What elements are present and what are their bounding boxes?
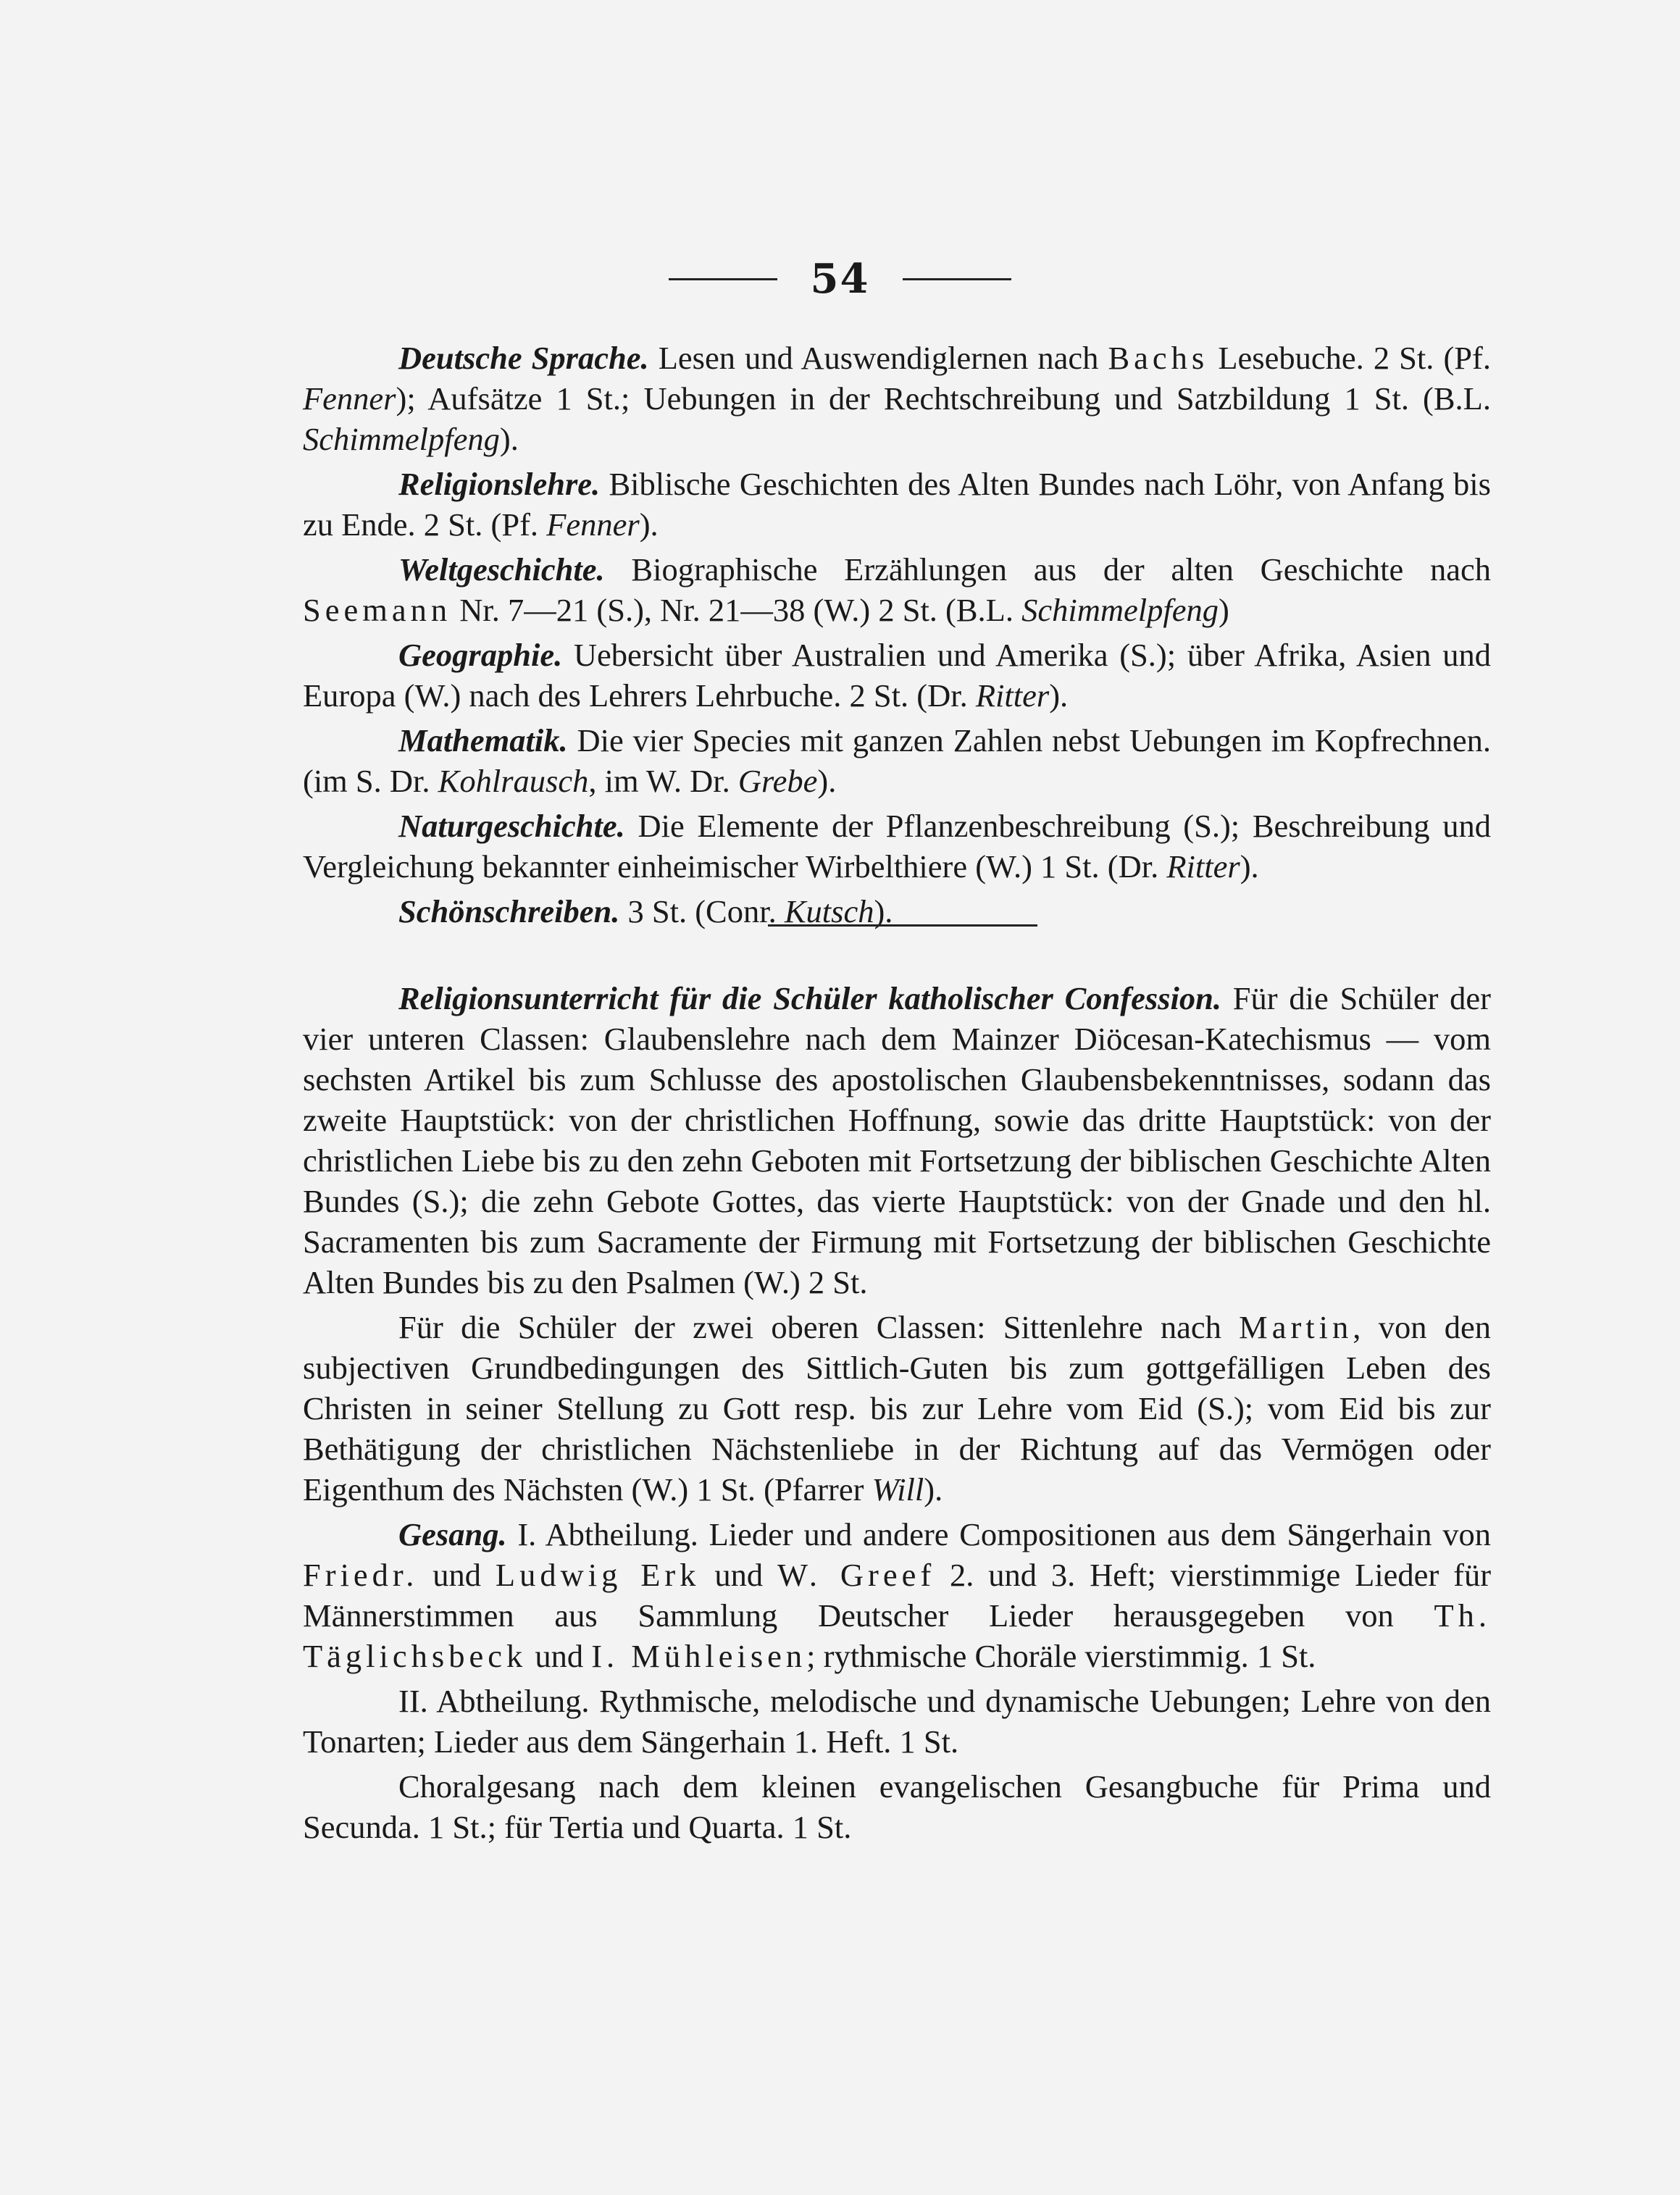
paragraph — [303, 806, 1491, 887]
paragraph-text: Choralgesang nach dem kleinen evangelischen Gesangbuche für Prima und Secunda. 1 St.; für Tertia und Quarta. 1 St. — [303, 1768, 1491, 1845]
header-rule-right — [903, 278, 1011, 280]
paragraph — [303, 635, 1491, 716]
subject-heading: Religionslehre. — [398, 466, 601, 502]
subject-heading: Religionsunterricht für die Schüler katholischer Confession. — [398, 980, 1221, 1016]
person-name: Kutsch — [784, 893, 874, 929]
author-name: W. Greef — [777, 1557, 936, 1593]
paragraph-text: ). — [874, 893, 893, 929]
paragraph-text: ). — [499, 421, 519, 457]
paragraph-text: Die Elemente der Pflanzenbeschreibung (S.); Beschreibung und Vergleichung bekannter einheimischer Wirbelthiere (W.) 1 St. (Dr. — [303, 808, 1491, 885]
subject-heading: Mathematik. — [398, 722, 568, 758]
paragraph-text: , im W. Dr. — [588, 763, 738, 799]
paragraph — [303, 1766, 1491, 1847]
paragraph-text: ). — [817, 763, 837, 799]
paragraph — [303, 338, 1491, 459]
paragraph-text: ). — [1049, 677, 1069, 714]
paragraph-text: 3 St. (Conr. — [619, 893, 785, 929]
paragraph — [303, 978, 1491, 1303]
paragraph-text: Für die Schüler der zwei oberen Classen: Sittenlehre nach — [398, 1309, 1240, 1345]
section-divider — [768, 924, 1037, 927]
author-name: I. Mühleisen — [591, 1638, 807, 1674]
paragraph-text: und — [418, 1557, 496, 1593]
paragraph — [303, 549, 1491, 630]
paragraph-text: Biblische Geschichten des Alten Bundes nach Löhr, von Anfang bis zu Ende. 2 St. (Pf. — [303, 466, 1491, 543]
paragraph — [303, 464, 1491, 545]
paragraph-text: I. Abtheilung. Lieder und andere Compositionen aus dem Sängerhain von — [506, 1516, 1491, 1552]
page-header — [0, 255, 1680, 313]
paragraph-text: ). — [1240, 848, 1259, 885]
subject-heading: Gesang. — [398, 1516, 507, 1552]
subject-heading: Schönschreiben. — [398, 893, 620, 929]
paragraph-text: Nr. 7—21 (S.), Nr. 21—38 (W.) 2 St. (B.L. — [451, 592, 1022, 628]
person-name: Grebe — [737, 763, 818, 799]
paragraph — [303, 1307, 1491, 1510]
author-name: Bachs — [1108, 340, 1209, 376]
paragraph-text: Lesebuche. 2 St. (Pf. — [1208, 340, 1491, 376]
paragraph-text: Für die Schüler der vier unteren Classen: Glaubenslehre nach dem Mainzer Diöcesan-Katechismus — vom sechsten Artikel bis zum Schlusse des apostolischen Glaubensbekenntnisses, sodann das zweite Hauptstück: von der christlichen Hoffnung, sowie das dritte Hauptstück: von der christlichen Liebe bis zu den zehn Geboten mit Fortsetzung der biblischen Geschichte Alten Bundes (S.); die zehn Gebote Gottes, das vierte Hauptstück: von der Gnade und den hl. Sacramenten bis zum Sacramente der Firmung mit Fortsetzung der biblischen Geschichte Alten Bundes bis zu den Psalmen (W.) 2 St. — [303, 980, 1492, 1300]
paragraph-text: ). — [924, 1471, 943, 1508]
paragraph-text: ) — [1219, 592, 1229, 628]
paragraph-text: Biographische Erzählungen aus der alten Geschichte nach — [604, 551, 1491, 588]
author-name: Seemann — [303, 592, 452, 628]
subject-heading: Deutsche Sprache. — [398, 340, 649, 376]
person-name: Schimmelpfeng — [1021, 592, 1219, 628]
subject-heading: Weltgeschichte. — [398, 551, 605, 588]
page-number: 54 — [810, 255, 870, 303]
paragraph — [303, 1681, 1491, 1762]
person-name: Schimmelpfeng — [303, 421, 500, 457]
person-name: Fenner — [546, 506, 640, 543]
person-name: Will — [872, 1471, 924, 1508]
author-name: Th. Täglichsbeck — [303, 1597, 1491, 1674]
paragraph-text: und — [527, 1638, 592, 1674]
paragraph-text: ). — [639, 506, 659, 543]
paragraph — [303, 720, 1491, 801]
paragraph-text: 2. und 3. Heft; vierstimmige Lieder für Männerstimmen aus Sammlung Deutscher Lieder herausgegeben von — [303, 1557, 1492, 1634]
person-name: Ritter — [975, 677, 1050, 714]
paragraph-text: und — [700, 1557, 777, 1593]
paragraph-text: ; rythmische Choräle vierstimmig. 1 St. — [806, 1638, 1316, 1674]
religion-and-music-section — [303, 978, 1491, 1852]
paragraph-text: ); Aufsätze 1 St.; Uebungen in der Rechtschreibung und Satzbildung 1 St. (B.L. — [396, 380, 1491, 417]
author-name: Ludwig Erk — [495, 1557, 701, 1593]
author-name: Friedr. — [303, 1557, 419, 1593]
header-rule-left — [669, 278, 777, 280]
paragraph-text: , von den subjectiven Grundbedingungen des Sittlich-Guten bis zum gottgefälligen Leben des Christen in seiner Stellung zu Gott resp. bis zur Lehre vom Eid (S.); vom Eid bis zur Bethätigung der christlichen Nächstenliebe in der Richtung auf das Vermögen oder Eigenthum des Nächsten (W.) 1 St. (Pfarrer — [303, 1309, 1491, 1508]
subject-heading: Geographie. — [398, 637, 563, 673]
paragraph-text: Lesen und Auswendiglernen nach — [648, 340, 1108, 376]
paragraph-text: II. Abtheilung. Rythmische, melodische und dynamische Uebungen; Lehre von den Tonarten; Lieder aus dem Sängerhain 1. Heft. 1 St. — [303, 1683, 1491, 1760]
person-name: Ritter — [1166, 848, 1240, 885]
person-name: Kohlrausch — [438, 763, 589, 799]
author-name: Martin — [1239, 1309, 1353, 1345]
curriculum-section — [303, 338, 1491, 936]
paragraph-text: Uebersicht über Australien und Amerika (S.); über Afrika, Asien und Europa (W.) nach des Lehrers Lehrbuche. 2 St. (Dr. — [303, 637, 1491, 714]
person-name: Fenner — [303, 380, 396, 417]
subject-heading: Naturgeschichte. — [398, 808, 625, 844]
paragraph-text: Die vier Species mit ganzen Zahlen nebst Uebungen im Kopfrechnen. (im S. Dr. — [303, 722, 1491, 799]
paragraph — [303, 1514, 1491, 1676]
